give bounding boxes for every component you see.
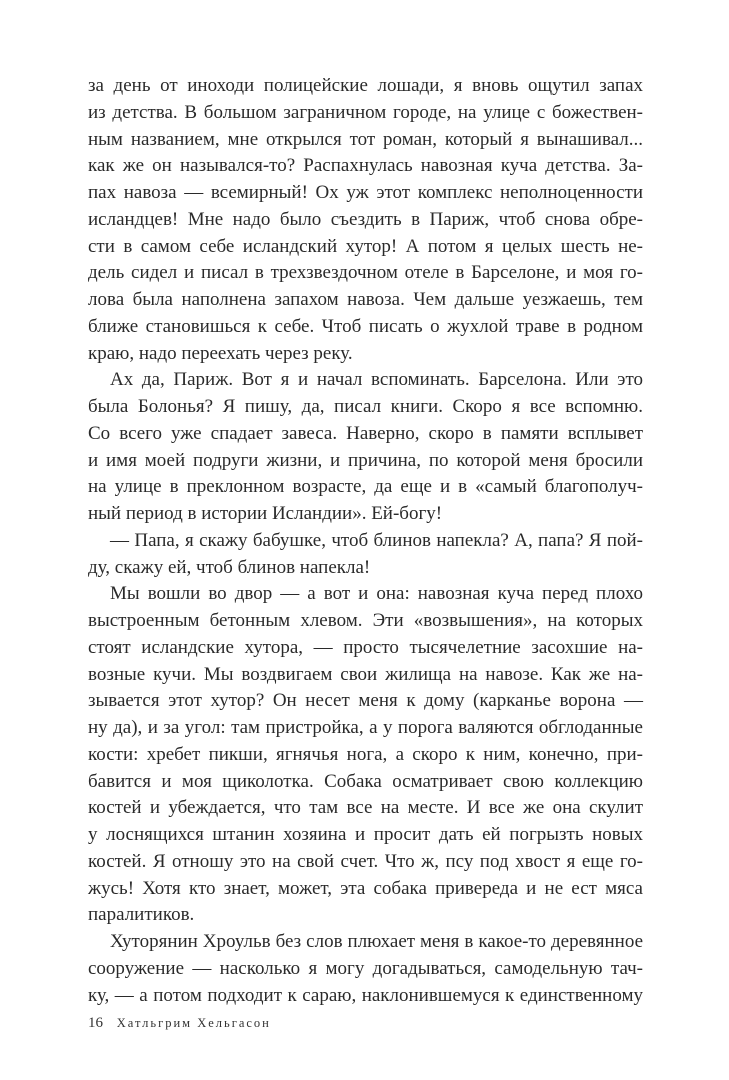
paragraph [88, 929, 643, 1009]
text-line: стоят исландские хутора, — просто тысячелетние засохшие на- [88, 636, 643, 658]
running-author: Хатльгрим Хельгасон [116, 1016, 271, 1030]
text-line: Хуторянин Хроульв без слов плюхает меня в какое-то деревянное [110, 931, 643, 952]
text-line: ду, скажу ей, чтоб блинов напекла! [88, 556, 371, 578]
paragraph [88, 528, 643, 582]
text-line: — Папа, я скажу бабушке, чтоб блинов напекла? А, папа? Я пой- [110, 529, 643, 551]
text-line: жусь! Хотя кто знает, может, эта собака привереда и не ест мяса [88, 877, 643, 899]
text-line: была Болонья? Я пишу, да, писал книги. Скоро я все вспомню. [88, 396, 643, 417]
page-footer [88, 1013, 271, 1033]
text-line: костей. Я отношу это на свой счет. Что ж, псу под хвост я еще го- [88, 850, 643, 872]
text-line: и имя моей подруги жизни, и причина, по которой меня бросили [88, 449, 643, 471]
paragraph [88, 581, 643, 929]
text-line: ближе становишься к себе. Чтоб писать о жухлой траве в родном [88, 315, 643, 337]
text-line: Со всего уже спадает завеса. Наверно, скоро в памяти всплывет [88, 422, 643, 444]
text-line: сти в самом себе исландский хутор! А потом я целых шесть не- [88, 235, 643, 257]
text-line: пах навоза — всемирный! Ох уж этот комплекс неполноценности [88, 182, 643, 203]
text-line: Мы вошли во двор — а вот и она: навозная куча перед плохо [110, 583, 643, 605]
text-line: как же он назывался-то? Распахнулась навозная куча детства. За- [88, 155, 643, 177]
text-line: зывается этот хутор? Он несет меня к дому (карканье ворона — [88, 690, 643, 712]
text-line: ный период в истории Исландии». Ей-богу! [88, 503, 443, 524]
text-line: у лоснящихся штанин хозяина и просит дать ей погрызть новых [88, 824, 643, 845]
text-line: Ах да, Париж. Вот я и начал вспоминать. Барселона. Или это [110, 369, 643, 391]
paragraph [88, 73, 643, 367]
text-line: бавится и моя щиколотка. Собака осматривает свою коллекцию [88, 770, 643, 792]
text-line: ным названием, мне открылся тот роман, который я вынашивал... [88, 128, 643, 150]
text-line: ну да), и за угол: там пристройка, а у порога валяются обглоданные [88, 717, 643, 738]
text-line: исландцев! Мне надо было съездить в Париж, чтоб снова обре- [88, 208, 643, 230]
text-line: кости: хребет пикши, ягнячья нога, а скоро к ним, конечно, при- [88, 743, 643, 765]
text-line: паралитиков. [88, 904, 195, 926]
text-line: из детства. В большом заграничном городе, на улице с божествен- [88, 101, 643, 123]
text-line: дель сидел и писал в трехзвездочном отеле в Барселоне, и моя го- [88, 262, 643, 284]
text-line: на улице в преклонном возрасте, да еще и в «самый благополуч- [88, 476, 643, 498]
text-line: костей и убеждается, что там все на месте. И все же она скулит [88, 797, 643, 819]
book-page-text [88, 73, 643, 1009]
text-line: ку, — а потом подходит к сараю, наклонившемуся к единственному [88, 984, 643, 1006]
text-line: краю, надо переехать через реку. [88, 342, 353, 364]
paragraph [88, 367, 643, 528]
text-line: лова была наполнена запахом навоза. Чем дальше уезжаешь, тем [88, 289, 643, 310]
text-line: сооружение — насколько я могу догадываться, самодельную тач- [88, 957, 643, 979]
page-number: 16 [88, 1015, 103, 1031]
text-line: возные кучи. Мы воздвигаем свои жилища на навозе. Как же на- [88, 663, 643, 685]
text-line: за день от иноходи полицейские лошади, я вновь ощутил запах [88, 75, 643, 96]
text-line: выстроенным бетонным хлевом. Эти «возвышения», на которых [88, 610, 643, 631]
